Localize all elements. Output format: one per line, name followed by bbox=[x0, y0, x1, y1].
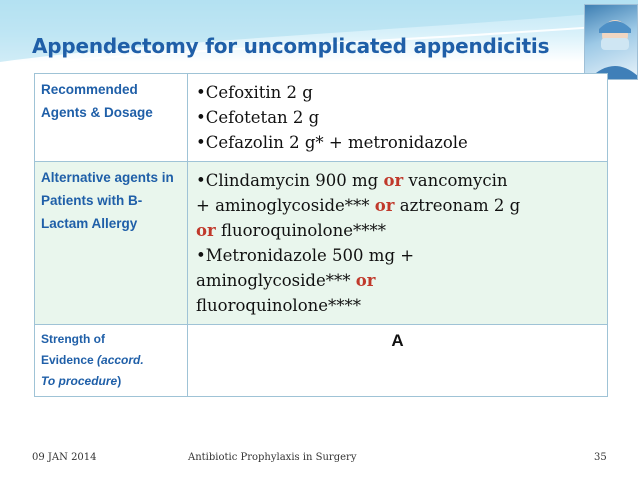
or-keyword: or bbox=[355, 271, 376, 290]
content-text: fluoroquinolone**** bbox=[215, 221, 386, 240]
or-keyword: or bbox=[196, 221, 216, 240]
antibiotic-table bbox=[34, 73, 608, 397]
row-content bbox=[188, 74, 608, 162]
footer-page-number: 35 bbox=[594, 452, 607, 463]
or-keyword: or bbox=[374, 196, 395, 215]
table-row bbox=[35, 74, 608, 162]
content-text: + aminoglycoside*** bbox=[196, 196, 375, 215]
content-text: •Cefotetan 2 g bbox=[196, 108, 320, 127]
row-label: Strength of Evidence (accord. To procedure) bbox=[35, 325, 188, 397]
content-text: aminoglycoside*** bbox=[196, 271, 356, 290]
strength-value: A bbox=[188, 325, 608, 397]
content-line bbox=[196, 168, 601, 193]
content-line bbox=[196, 105, 601, 130]
content-text: vancomycin bbox=[403, 171, 508, 190]
content-text: fluoroquinolone**** bbox=[196, 296, 362, 315]
content-line bbox=[196, 293, 601, 318]
slide-title: Appendectomy for uncomplicated appendicitis bbox=[32, 34, 550, 58]
content-text: aztreonam 2 g bbox=[394, 196, 521, 215]
content-text: •Cefoxitin 2 g bbox=[196, 83, 313, 102]
table-row bbox=[35, 325, 608, 397]
content-line bbox=[196, 130, 601, 155]
row-label: Alternative agents in Patients with B-Lactam Allergy bbox=[35, 162, 188, 325]
content-line bbox=[196, 80, 601, 105]
content-line bbox=[196, 268, 601, 293]
content-line bbox=[196, 193, 601, 218]
content-line bbox=[196, 218, 601, 243]
content-line bbox=[196, 243, 601, 268]
table-row bbox=[35, 162, 608, 325]
row-content bbox=[188, 162, 608, 325]
content-text: •Cefazolin 2 g* + metronidazole bbox=[196, 133, 468, 152]
footer-subject: Antibiotic Prophylaxis in Surgery bbox=[188, 452, 357, 463]
footer-date: 09 JAN 2014 bbox=[32, 452, 97, 463]
content-text: •Clindamycin 900 mg bbox=[196, 171, 384, 190]
surgeon-photo-icon bbox=[584, 4, 638, 80]
content-text: •Metronidazole 500 mg + bbox=[196, 246, 415, 265]
row-label: Recommended Agents & Dosage bbox=[35, 74, 188, 162]
or-keyword: or bbox=[383, 171, 404, 190]
